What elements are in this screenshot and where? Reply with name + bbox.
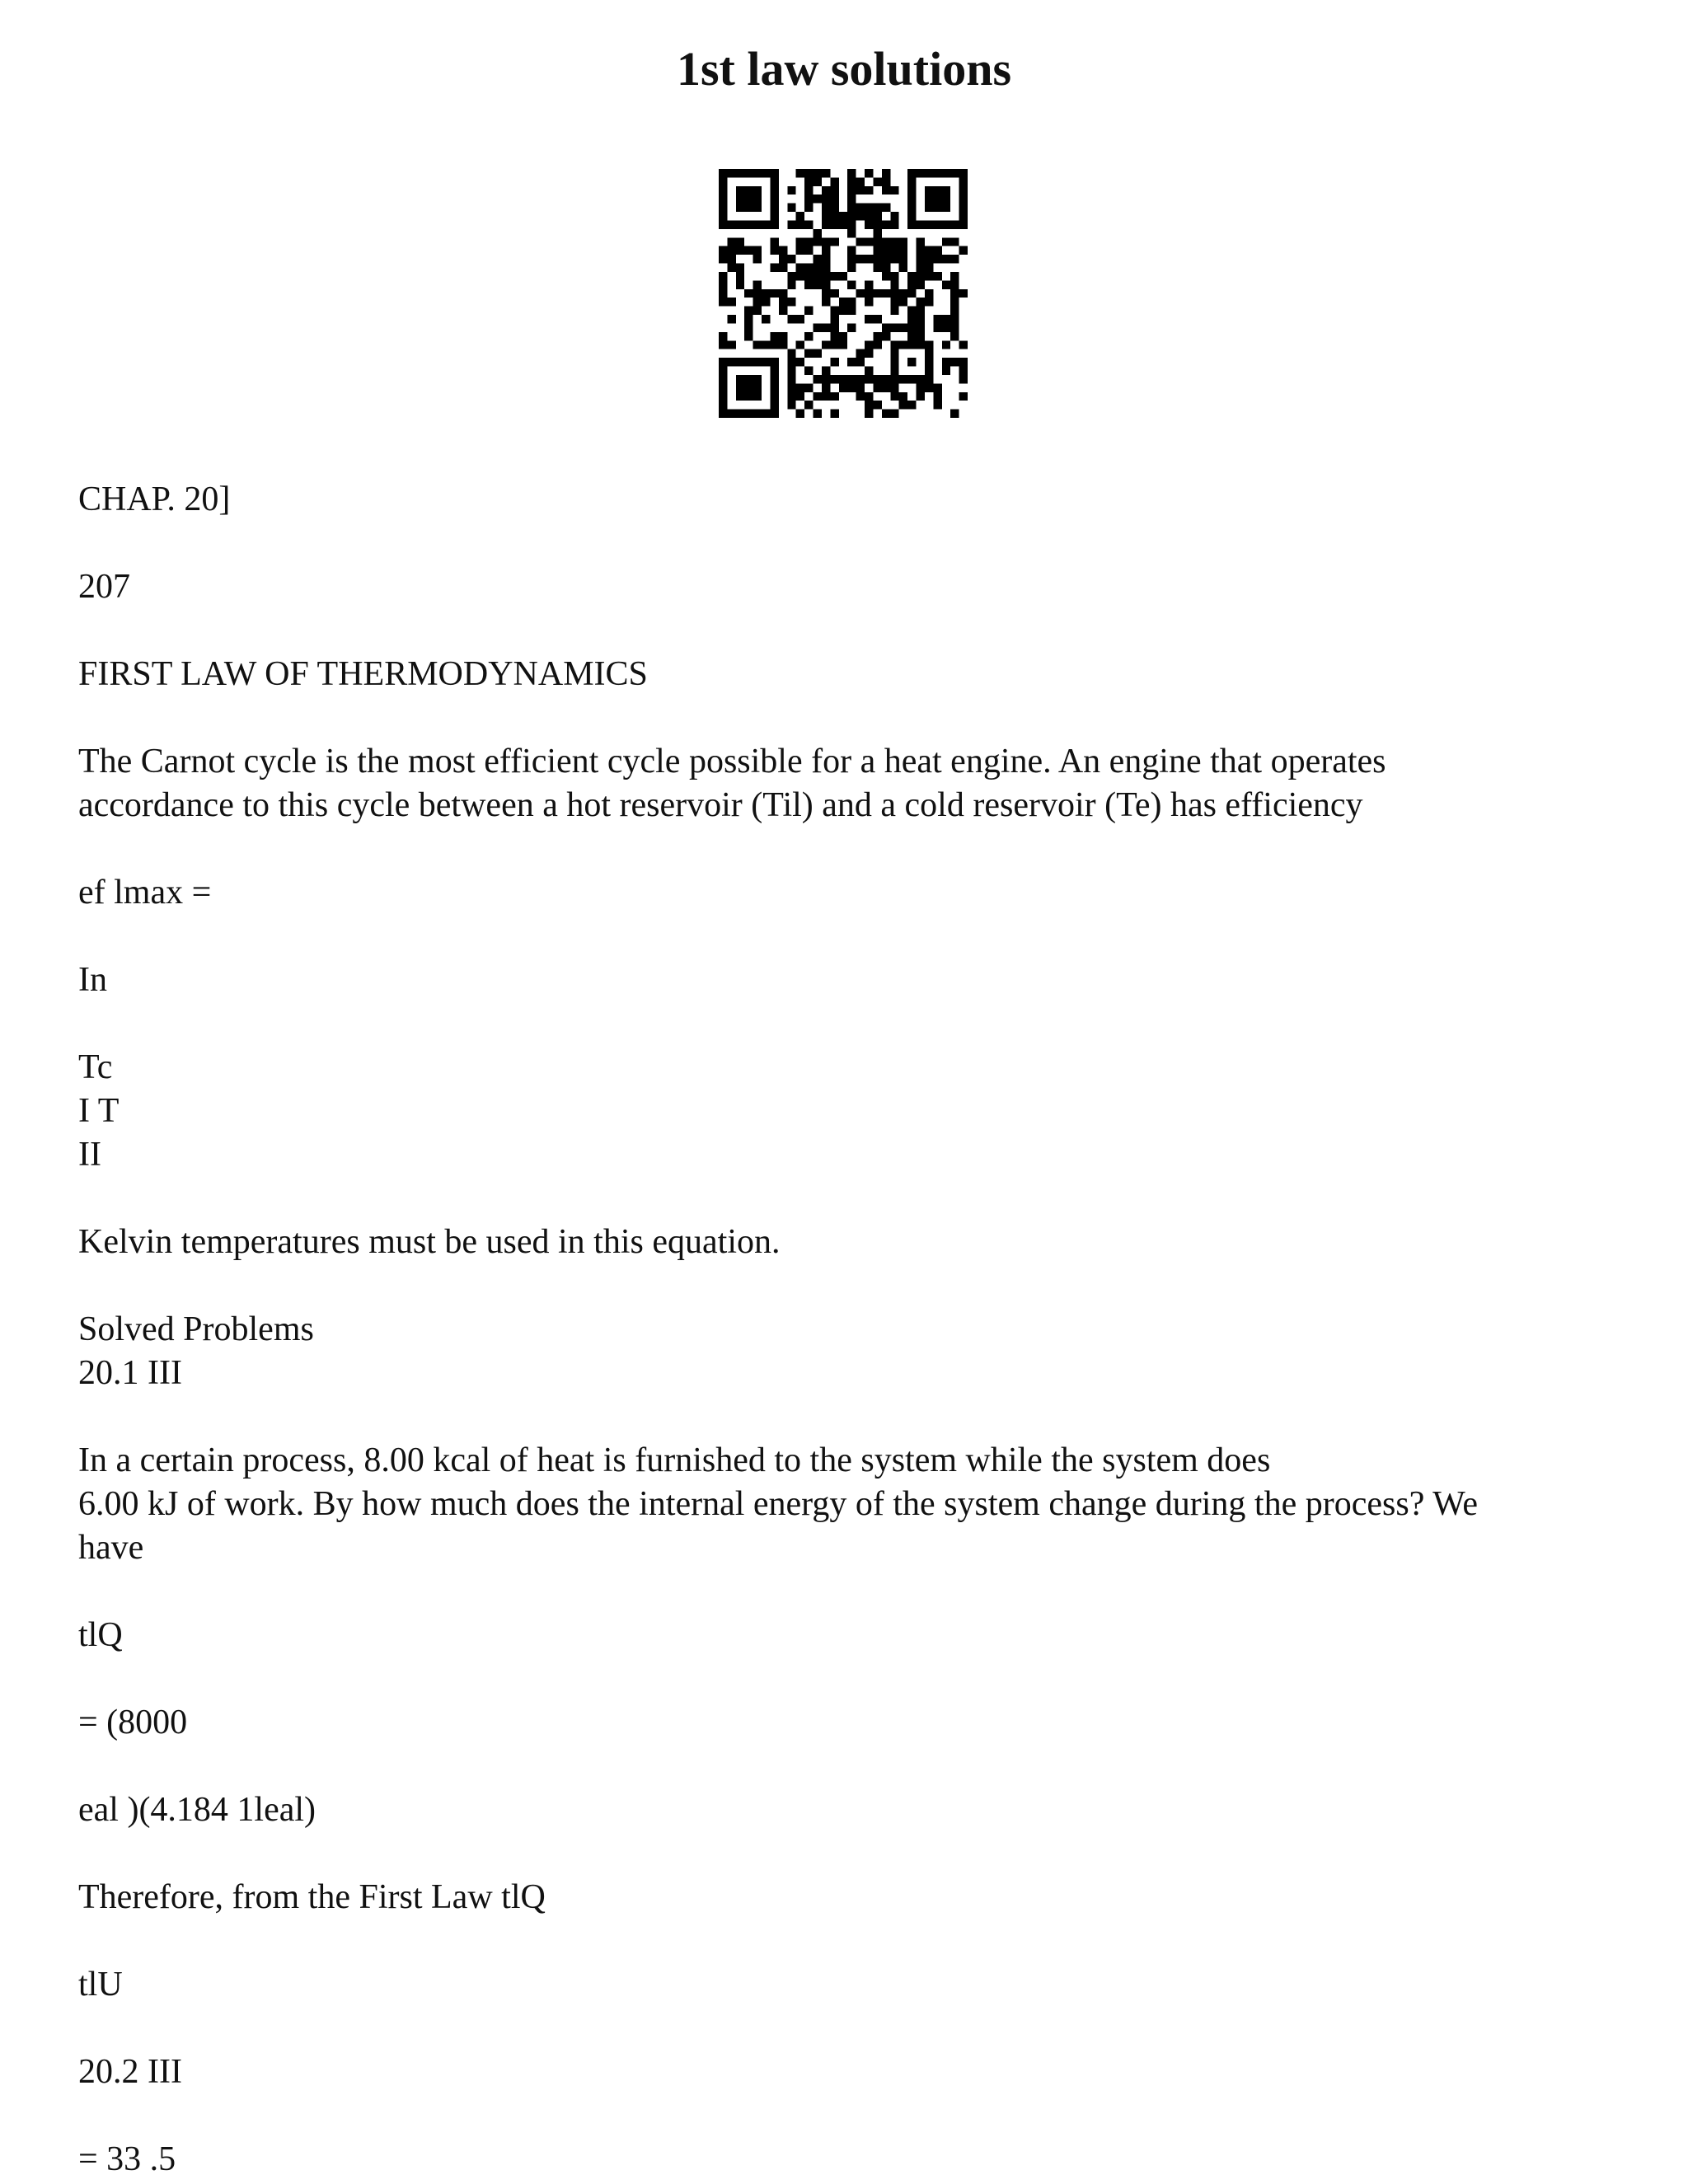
- text-line: In: [78, 961, 107, 999]
- line-gap: [78, 827, 1611, 871]
- text-line: ef lmax =: [78, 874, 212, 912]
- text-line: = 33 .5: [78, 2140, 176, 2178]
- text-line: Solved Problems: [78, 1310, 314, 1348]
- text-line: Kelvin temperatures must be used in this equation.: [78, 1223, 781, 1261]
- line-gap: [78, 2007, 1611, 2050]
- text-line: 207: [78, 568, 130, 606]
- page-title: 1st law solutions: [676, 42, 1012, 96]
- line-gap: [78, 2094, 1611, 2138]
- text-line: I T: [78, 1092, 120, 1130]
- document-body: [78, 478, 1611, 2182]
- text-line: accordance to this cycle between a hot reservoir (Til) and a cold reservoir (Te) has efficiency: [78, 786, 1363, 824]
- line-gap: [78, 1745, 1611, 1788]
- line-gap: [78, 1832, 1611, 1876]
- text-line: Therefore, from the First Law tlQ: [78, 1878, 546, 1916]
- line-gap: [78, 1657, 1611, 1701]
- line-gap: [78, 915, 1611, 958]
- text-line: 20.1 III: [78, 1354, 182, 1392]
- text-line: tlU: [78, 1966, 123, 2004]
- text-line: = (8000: [78, 1704, 188, 1741]
- text-line: The Carnot cycle is the most efficient cycle possible for a heat engine. An engine that operates: [78, 743, 1386, 780]
- text-line: II: [78, 1136, 101, 1174]
- line-gap: [78, 1570, 1611, 1614]
- line-gap: [78, 1919, 1611, 1963]
- line-gap: [78, 522, 1611, 565]
- line-gap: [78, 1177, 1611, 1221]
- text-line: eal )(4.184 1leal): [78, 1791, 316, 1829]
- line-gap: [78, 1002, 1611, 1046]
- text-line: CHAP. 20]: [78, 480, 231, 518]
- line-gap: [78, 1264, 1611, 1308]
- line-gap: [78, 609, 1611, 653]
- text-line: FIRST LAW OF THERMODYNAMICS: [78, 655, 648, 693]
- text-line: In a certain process, 8.00 kcal of heat is furnished to the system while the system does: [78, 1441, 1271, 1479]
- line-gap: [78, 696, 1611, 740]
- text-line: Tc: [78, 1048, 113, 1086]
- qr-code-icon: [719, 169, 968, 418]
- text-line: 20.2 III: [78, 2053, 182, 2091]
- text-line: 6.00 kJ of work. By how much does the internal energy of the system change during the process? We: [78, 1485, 1479, 1523]
- text-line: tlQ: [78, 1616, 123, 1654]
- line-gap: [78, 1395, 1611, 1439]
- text-line: have: [78, 1529, 144, 1567]
